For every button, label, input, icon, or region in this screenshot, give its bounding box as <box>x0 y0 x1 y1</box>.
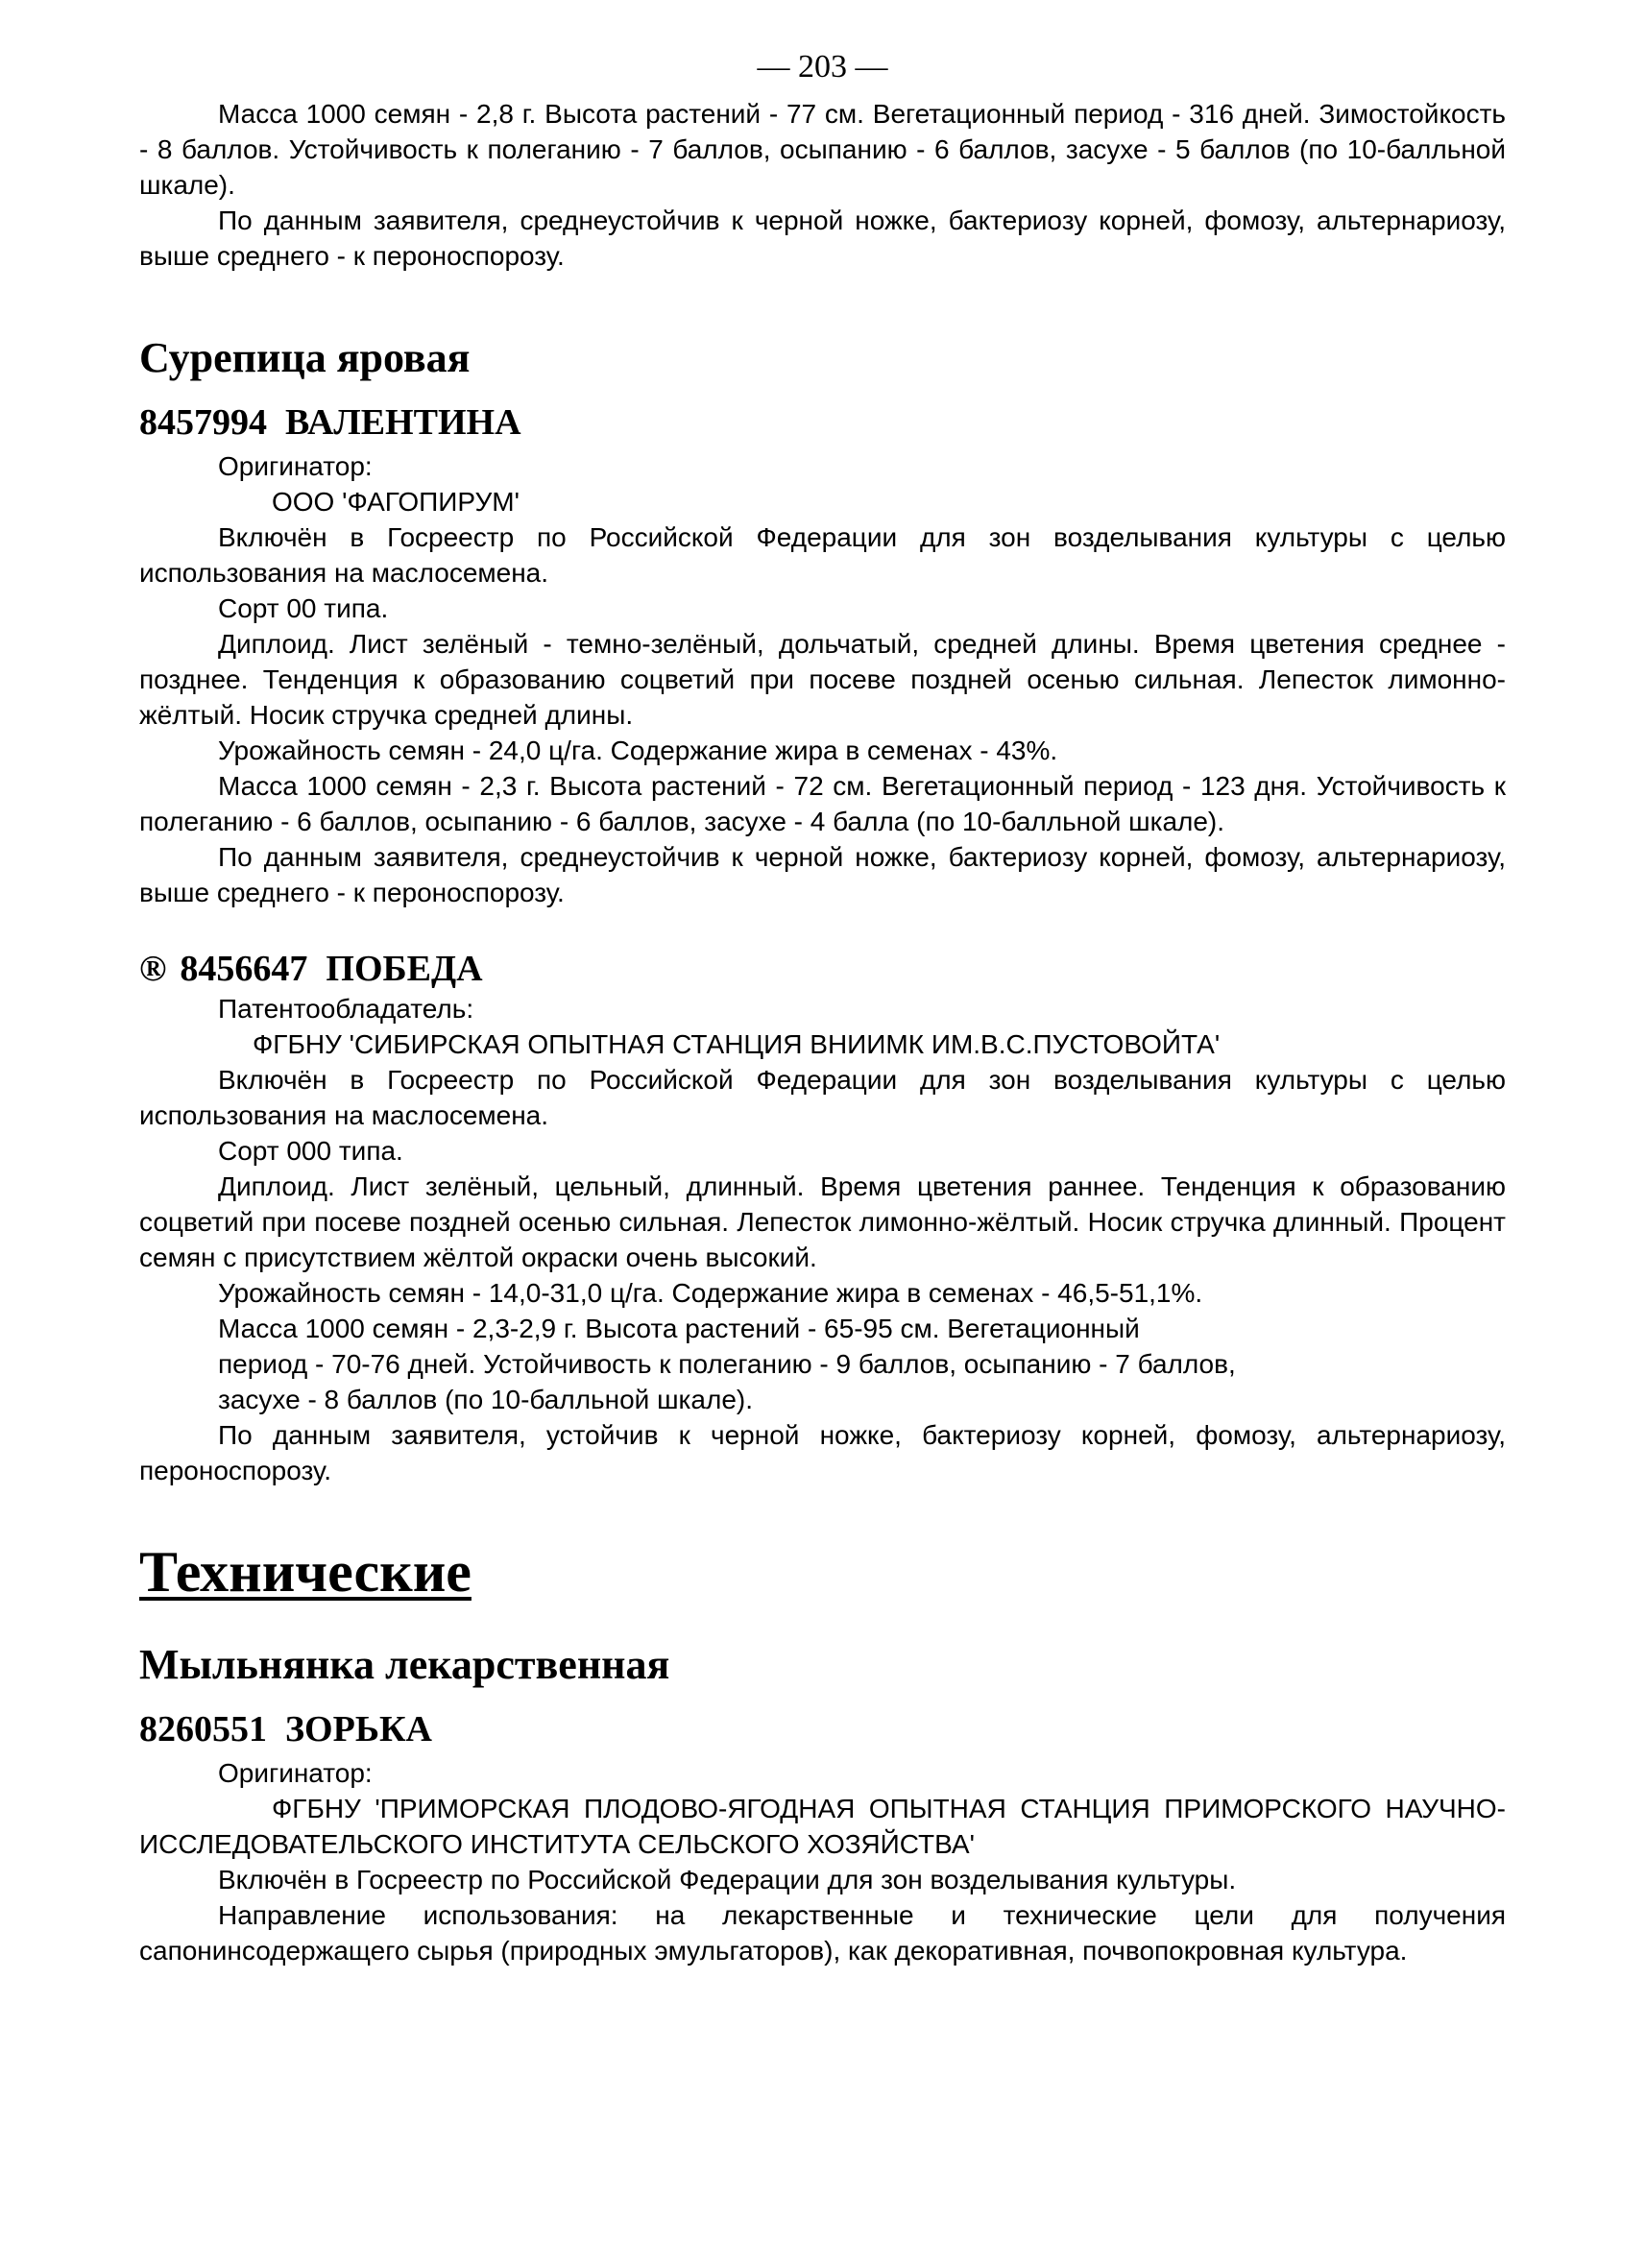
page-content <box>139 96 1506 1968</box>
originator-name: ООО 'ФАГОПИРУМ' <box>272 487 520 517</box>
intro-paragraph-resistance: По данным заявителя, среднеустойчив к черной ножке, бактериозу корней, фомозу, альтернариозу, выше среднего - к пероноспорозу. <box>139 205 1506 271</box>
crop-title-mylnyanka: Мыльнянка лекарственная <box>139 1641 670 1688</box>
variety-mass-line: Масса 1000 семян - 2,3-2,9 г. Высота растений - 65-95 см. Вегетационный <box>218 1314 1140 1343</box>
section-title-technical: Технические <box>139 1540 472 1604</box>
variety-mass-line: период - 70-76 дней. Устойчивость к полеганию - 9 баллов, осыпанию - 7 баллов, <box>218 1349 1236 1379</box>
variety-mass: Масса 1000 семян - 2,3 г. Высота растений - 72 см. Вегетационный период - 123 дня. Устойчивость к полеганию - 6 баллов, осыпанию - 6 баллов, засухе - 4 балла (по 10-балльной шкале). <box>139 771 1506 836</box>
variety-yield: Урожайность семян - 24,0 ц/га. Содержание жира в семенах - 43%. <box>218 736 1058 765</box>
originator-label: Оригинатор: <box>218 451 373 481</box>
registry-text: Включён в Госреестр по Российской Федерации для зон возделывания культуры. <box>218 1865 1237 1894</box>
variety-resistance: По данным заявителя, устойчив к черной ножке, бактериозу корней, фомозу, альтернариозу, пероноспорозу. <box>139 1420 1506 1485</box>
variety-type: Сорт 00 типа. <box>218 593 389 623</box>
registered-mark: ® <box>139 949 167 989</box>
crop-title-surepitsa: Сурепица яровая <box>139 334 471 381</box>
usage-direction: Направление использования: на лекарственные и технические цели для получения сапонинсодержащего сырья (природных эмульгаторов), как декоративная, почвопокровная культура. <box>139 1900 1506 1966</box>
variety-mass-line: засухе - 8 баллов (по 10-балльной шкале). <box>218 1385 753 1414</box>
variety-heading-text: 8456647 ПОБЕДА <box>180 949 483 989</box>
originator-name: ФГБНУ 'ПРИМОРСКАЯ ПЛОДОВО-ЯГОДНАЯ ОПЫТНАЯ СТАНЦИЯ ПРИМОРСКОГО НАУЧНО-ИССЛЕДОВАТЕЛЬСКОГО ИНСТИТУТА СЕЛЬСКОГО ХОЗЯЙСТВА' <box>139 1794 1506 1859</box>
patent-holder-name: ФГБНУ 'СИБИРСКАЯ ОПЫТНАЯ СТАНЦИЯ ВНИИМК ИМ.В.С.ПУСТОВОЙТА' <box>253 1029 1221 1059</box>
variety-heading-valentina: 8457994 ВАЛЕНТИНА <box>139 402 521 443</box>
registry-text: Включён в Госреестр по Российской Федерации для зон возделывания культуры с целью использования на маслосемена. <box>139 522 1506 588</box>
patent-holder-label: Патентообладатель: <box>218 994 474 1024</box>
intro-paragraph-mass: Масса 1000 семян - 2,8 г. Высота растений - 77 см. Вегетационный период - 316 дней. Зимостойкость - 8 баллов. Устойчивость к полеганию - 7 баллов, осыпанию - 6 баллов, засухе - 5 баллов (по 10-балльной шкале). <box>139 99 1506 200</box>
variety-heading-zorka: 8260551 ЗОРЬКА <box>139 1709 432 1749</box>
variety-description: Диплоид. Лист зелёный, цельный, длинный. Время цветения раннее. Тенденция к образованию соцветий при посеве поздней осенью сильная. Лепесток лимонно-жёлтый. Носик стручка длинный. Процент семян с присутствием жёлтой окраски очень высокий. <box>139 1171 1506 1272</box>
variety-resistance: По данным заявителя, среднеустойчив к черной ножке, бактериозу корней, фомозу, альтернариозу, выше среднего - к пероноспорозу. <box>139 842 1506 907</box>
variety-yield: Урожайность семян - 14,0-31,0 ц/га. Содержание жира в семенах - 46,5-51,1%. <box>218 1278 1203 1308</box>
registry-text: Включён в Госреестр по Российской Федерации для зон возделывания культуры с целью использования на маслосемена. <box>139 1065 1506 1130</box>
variety-description: Диплоид. Лист зелёный - темно-зелёный, дольчатый, средней длины. Время цветения среднее - позднее. Тенденция к образованию соцветий при посеве поздней осенью сильная. Лепесток лимонно-жёлтый. Носик стручка средней длины. <box>139 629 1506 730</box>
variety-heading-pobeda <box>139 947 1506 991</box>
page-number: — 203 — <box>757 49 888 84</box>
variety-type: Сорт 000 типа. <box>218 1136 403 1166</box>
originator-label: Оригинатор: <box>218 1758 373 1788</box>
